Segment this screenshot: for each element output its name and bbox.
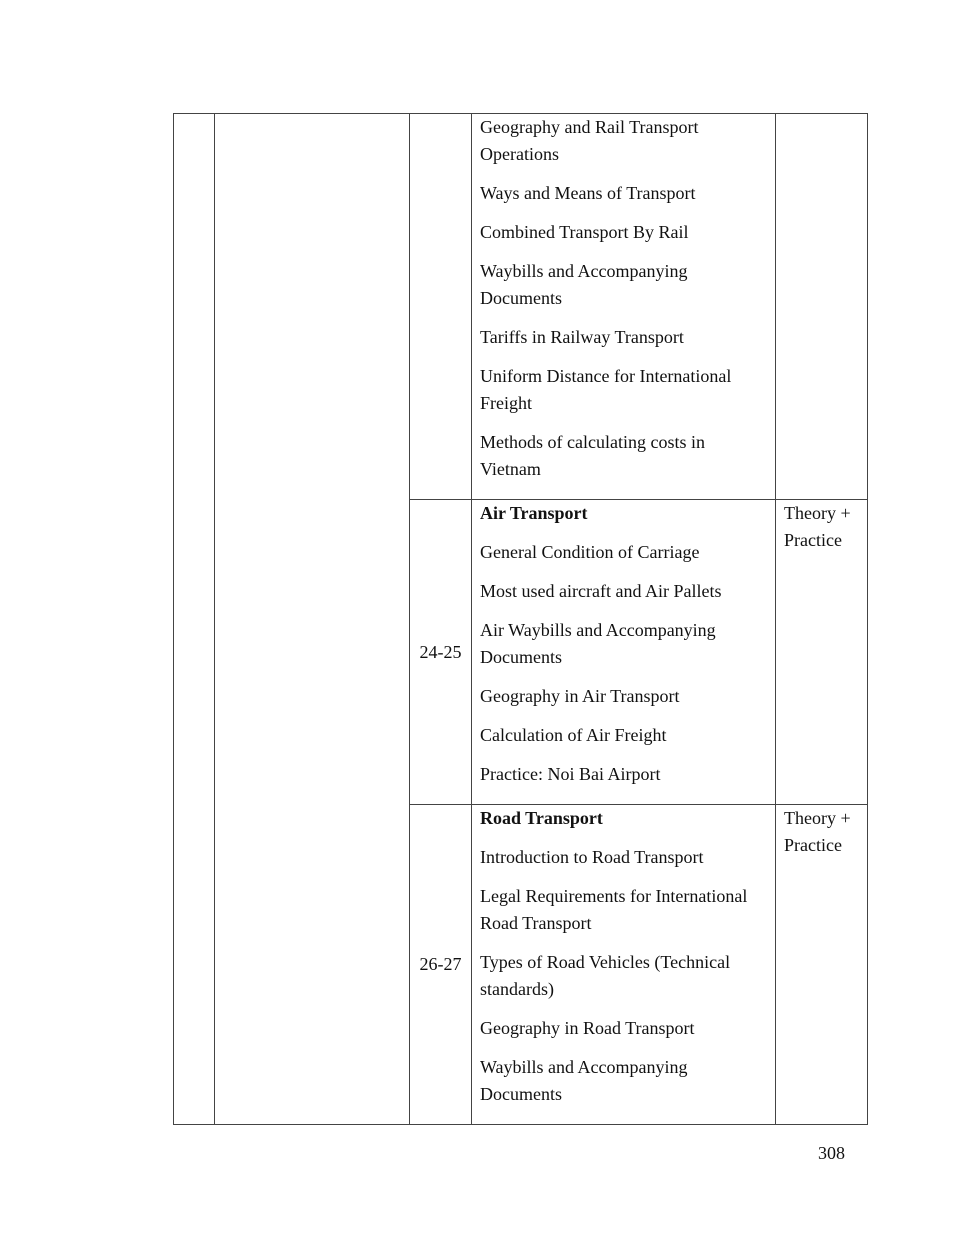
module-cell: [215, 114, 410, 1125]
section-heading: Air Transport: [480, 503, 588, 523]
page-number: 308: [818, 1143, 845, 1163]
topic-item: Introduction to Road Transport: [480, 847, 704, 867]
topic-item: Calculation of Air Freight: [480, 725, 667, 745]
topic-item: Waybills and Accompanying Documents: [480, 1057, 688, 1104]
topic-item: General Condition of Carriage: [480, 542, 700, 562]
method-cell: Theory + Practice: [776, 500, 868, 805]
method-cell: [776, 114, 868, 500]
topic-item: Waybills and Accompanying Documents: [480, 261, 688, 308]
topic-item: Geography in Air Transport: [480, 686, 680, 706]
topics-cell: [472, 114, 776, 500]
topics-cell: [472, 805, 776, 1125]
topics-cell: [472, 500, 776, 805]
topic-item: Geography in Road Transport: [480, 1018, 695, 1038]
topic-item: Ways and Means of Transport: [480, 183, 696, 203]
topic-item: Most used aircraft and Air Pallets: [480, 581, 722, 601]
method-cell: Theory + Practice: [776, 805, 868, 1125]
session-cell: 26-27: [410, 805, 472, 1125]
section-heading: Road Transport: [480, 808, 603, 828]
session-cell: [410, 114, 472, 500]
topic-item: Methods of calculating costs in Vietnam: [480, 432, 705, 479]
number-cell: [174, 114, 215, 1125]
topic-item: Combined Transport By Rail: [480, 222, 689, 242]
topic-item: Air Waybills and Accompanying Documents: [480, 620, 716, 667]
session-cell: 24-25: [410, 500, 472, 805]
topic-item: Geography and Rail Transport Operations: [480, 117, 699, 164]
syllabus-table: [173, 113, 868, 1125]
topic-item: Types of Road Vehicles (Technical standards): [480, 952, 731, 999]
topic-item: Practice: Noi Bai Airport: [480, 764, 661, 784]
topic-item: Tariffs in Railway Transport: [480, 327, 684, 347]
topic-item: Legal Requirements for International Road Transport: [480, 886, 748, 933]
table-row: [174, 114, 868, 500]
topic-item: Uniform Distance for International Freight: [480, 366, 732, 413]
